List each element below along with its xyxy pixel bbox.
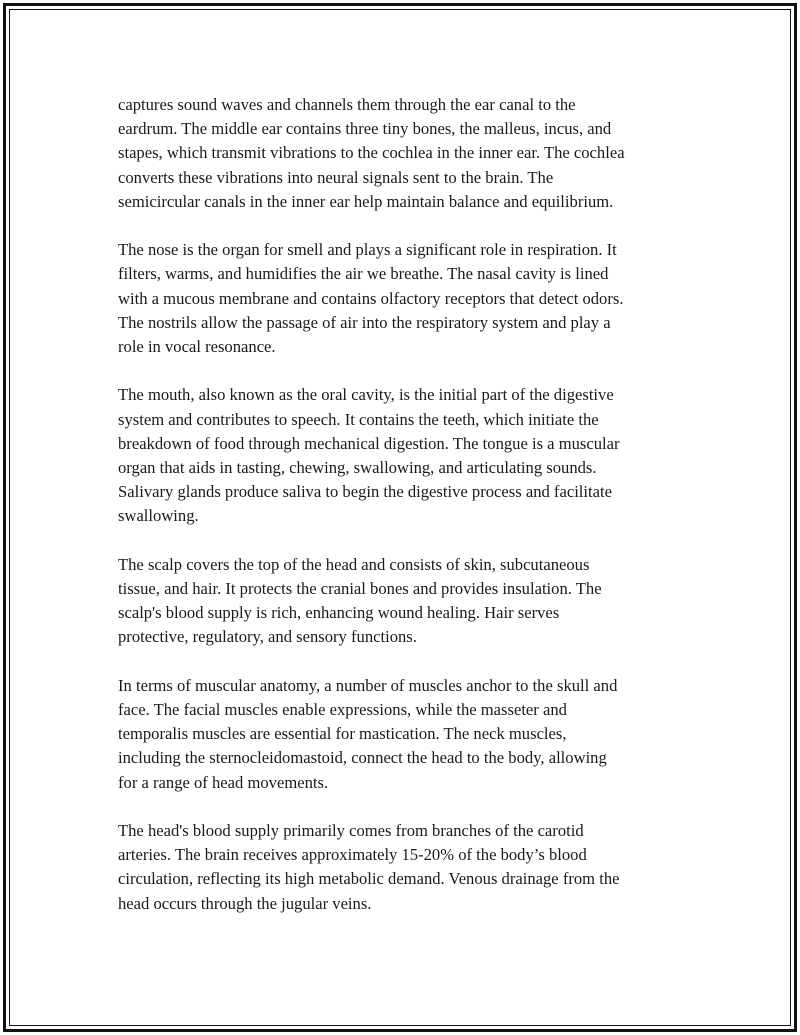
paragraph-ear: captures sound waves and channels them through the ear canal to the eardrum. The middle ear contains three tiny bones, the malleus, incus, and stapes, which transmit vibrations to the cochlea in the inner ear. The cochlea converts these vibrations into neural signals sent to the brain. The semicircular canals in the inner ear help maintain balance and equilibrium. xyxy=(118,95,625,211)
paragraph-mouth: The mouth, also known as the oral cavity, is the initial part of the digestive system and contributes to speech. It contains the teeth, which initiate the breakdown of food through mechanical digestion. The tongue is a muscular organ that aids in tasting, chewing, swallowing, and articulating sounds. Salivary glands produce saliva to begin the digestive process and facilitate swallowing. xyxy=(118,385,620,526)
paragraph-blood-supply: The head's blood supply primarily comes from branches of the carotid arteries. The brain receives approximately 15-20% of the body’s blood circulation, reflecting its high metabolic demand. Venous drainage from the head occurs through the jugular veins. xyxy=(118,821,620,913)
paragraph-nose: The nose is the organ for smell and plays a significant role in respiration. It filters, warms, and humidifies the air we breathe. The nasal cavity is lined with a mucous membrane and contains olfactory receptors that detect odors. The nostrils allow the passage of air into the respiratory system and play a role in vocal resonance. xyxy=(118,240,624,357)
paragraph-muscles: In terms of muscular anatomy, a number of muscles anchor to the skull and face. The facial muscles enable expressions, while the masseter and temporalis muscles are essential for mastication. The neck muscles, including the sternocleidomastoid, connect the head to the body, allowing for a range of head movements. xyxy=(118,675,618,792)
paragraph-scalp: The scalp covers the top of the head and consists of skin, subcutaneous tissue, and hair. It protects the cranial bones and provides insulation. The scalp's blood supply is rich, enhancing wound healing. Hair serves protective, regulatory, and sensory functions. xyxy=(118,554,602,647)
document-body xyxy=(118,93,698,916)
